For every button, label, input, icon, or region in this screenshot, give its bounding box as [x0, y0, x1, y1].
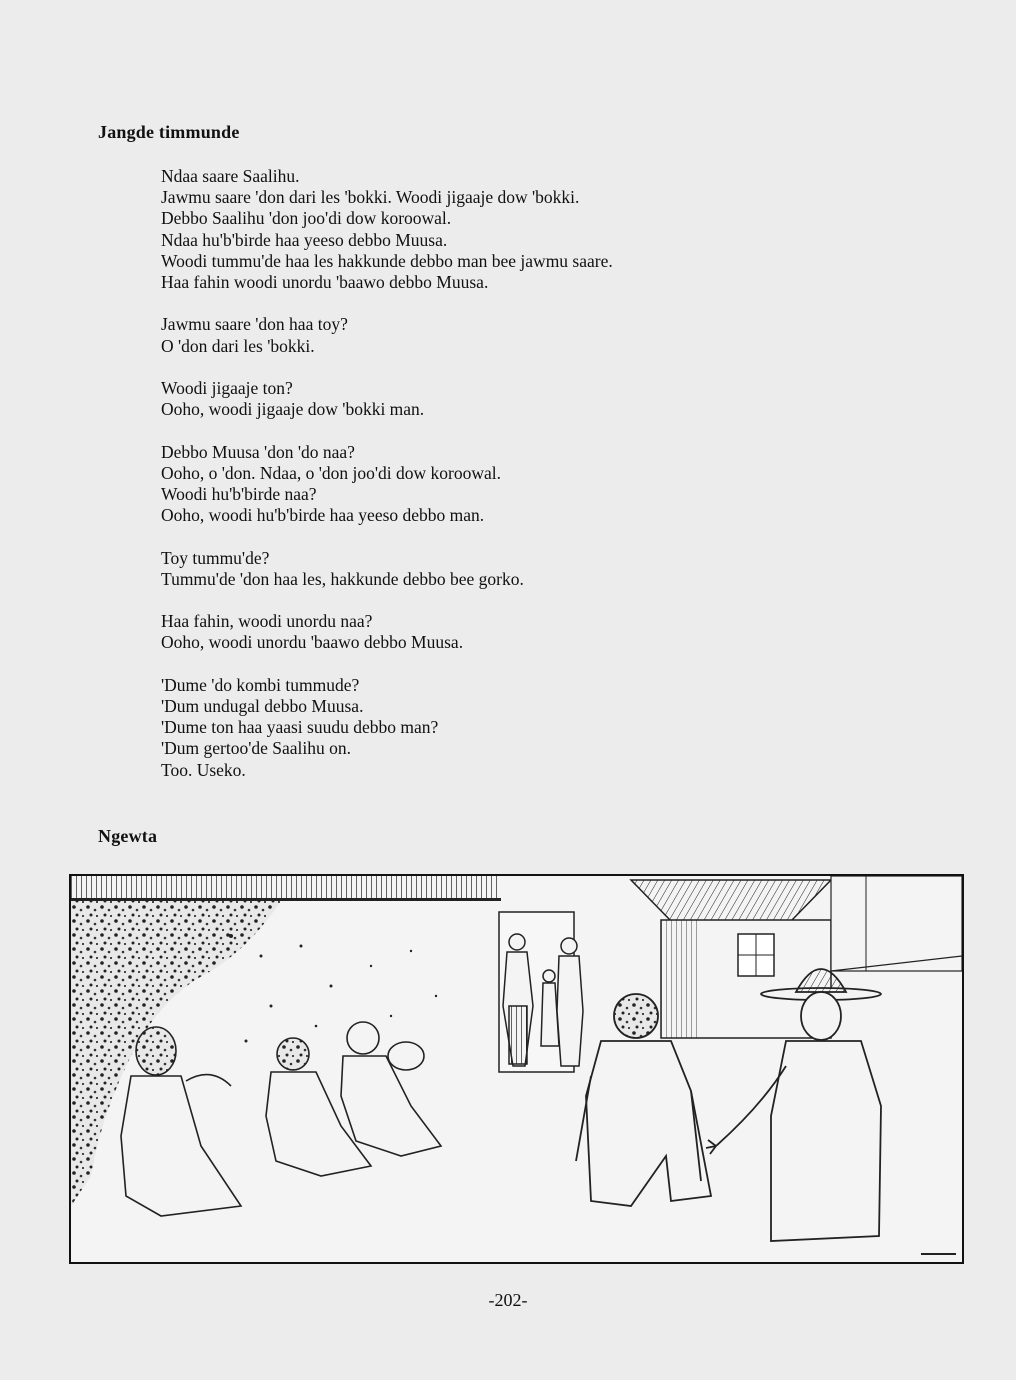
dialogue-line: Tummu'de 'don haa les, hakkunde debbo bee gorko.	[161, 568, 524, 589]
section-title: Jangde timmunde	[98, 122, 240, 142]
dialogue-line: Woodi jigaaje ton?	[161, 378, 293, 398]
dialogue-line: Haa fahin woodi unordu 'baawo debbo Muusa.	[161, 272, 489, 293]
dialogue-paragraph	[161, 611, 861, 653]
dialogue-line: Jawmu saare 'don dari les 'bokki. Woodi jigaaje dow 'bokki.	[161, 187, 580, 208]
dialogue-line: 'Dume ton haa yaasi suudu debbo man?	[161, 717, 439, 738]
illustration-title: Ngewta	[98, 826, 158, 846]
dialogue-line: Debbo Muusa 'don 'do naa?	[161, 441, 355, 462]
dialogue-line: 'Dum undugal debbo Muusa.	[161, 695, 364, 716]
dialogue-line: 'Dume 'do kombi tummude?	[161, 674, 360, 695]
dialogue-line: Ooho, woodi unordu 'baawo debbo Muusa.	[161, 632, 464, 653]
dialogue-paragraph	[161, 442, 861, 527]
seated-men	[121, 1022, 441, 1216]
dialogue-line: O 'don dari les 'bokki.	[161, 335, 315, 356]
village-scene-illustration	[69, 874, 964, 1264]
dialogue-line: Woodi hu'b'birde naa?	[161, 484, 317, 504]
dialogue-line: Ndaa saare Saalihu.	[161, 166, 300, 186]
dialogue-paragraph	[161, 314, 861, 356]
page-number: -202-	[488, 1290, 528, 1310]
dialogue-text	[161, 166, 861, 802]
dialogue-line: Ooho, o 'don. Ndaa, o 'don joo'di dow koroowal.	[161, 462, 501, 483]
dialogue-line: Ooho, woodi jigaaje dow 'bokki man.	[161, 399, 425, 420]
house-roof	[631, 880, 831, 921]
dialogue-line: Jawmu saare 'don haa toy?	[161, 314, 348, 335]
dialogue-line: Too. Useko.	[161, 759, 246, 780]
dialogue-line: Toy tummu'de?	[161, 547, 270, 568]
dialogue-line: Debbo Saalihu 'don joo'di dow koroowal.	[161, 208, 452, 229]
dialogue-line: Ndaa hu'b'birde haa yeeso debbo Muusa.	[161, 229, 448, 250]
dialogue-paragraph	[161, 378, 861, 420]
dialogue-paragraph	[161, 548, 861, 590]
dialogue-line: Haa fahin, woodi unordu naa?	[161, 611, 373, 632]
top-roof-edge	[71, 876, 501, 900]
dialogue-paragraph	[161, 166, 861, 293]
dialogue-line: Ooho, woodi hu'b'birde haa yeeso debbo man.	[161, 505, 485, 526]
dialogue-line: Woodi tummu'de haa les hakkunde debbo man bee jawmu saare.	[161, 250, 613, 271]
dialogue-line: 'Dum gertoo'de Saalihu on.	[161, 738, 352, 759]
dialogue-paragraph	[161, 675, 861, 781]
